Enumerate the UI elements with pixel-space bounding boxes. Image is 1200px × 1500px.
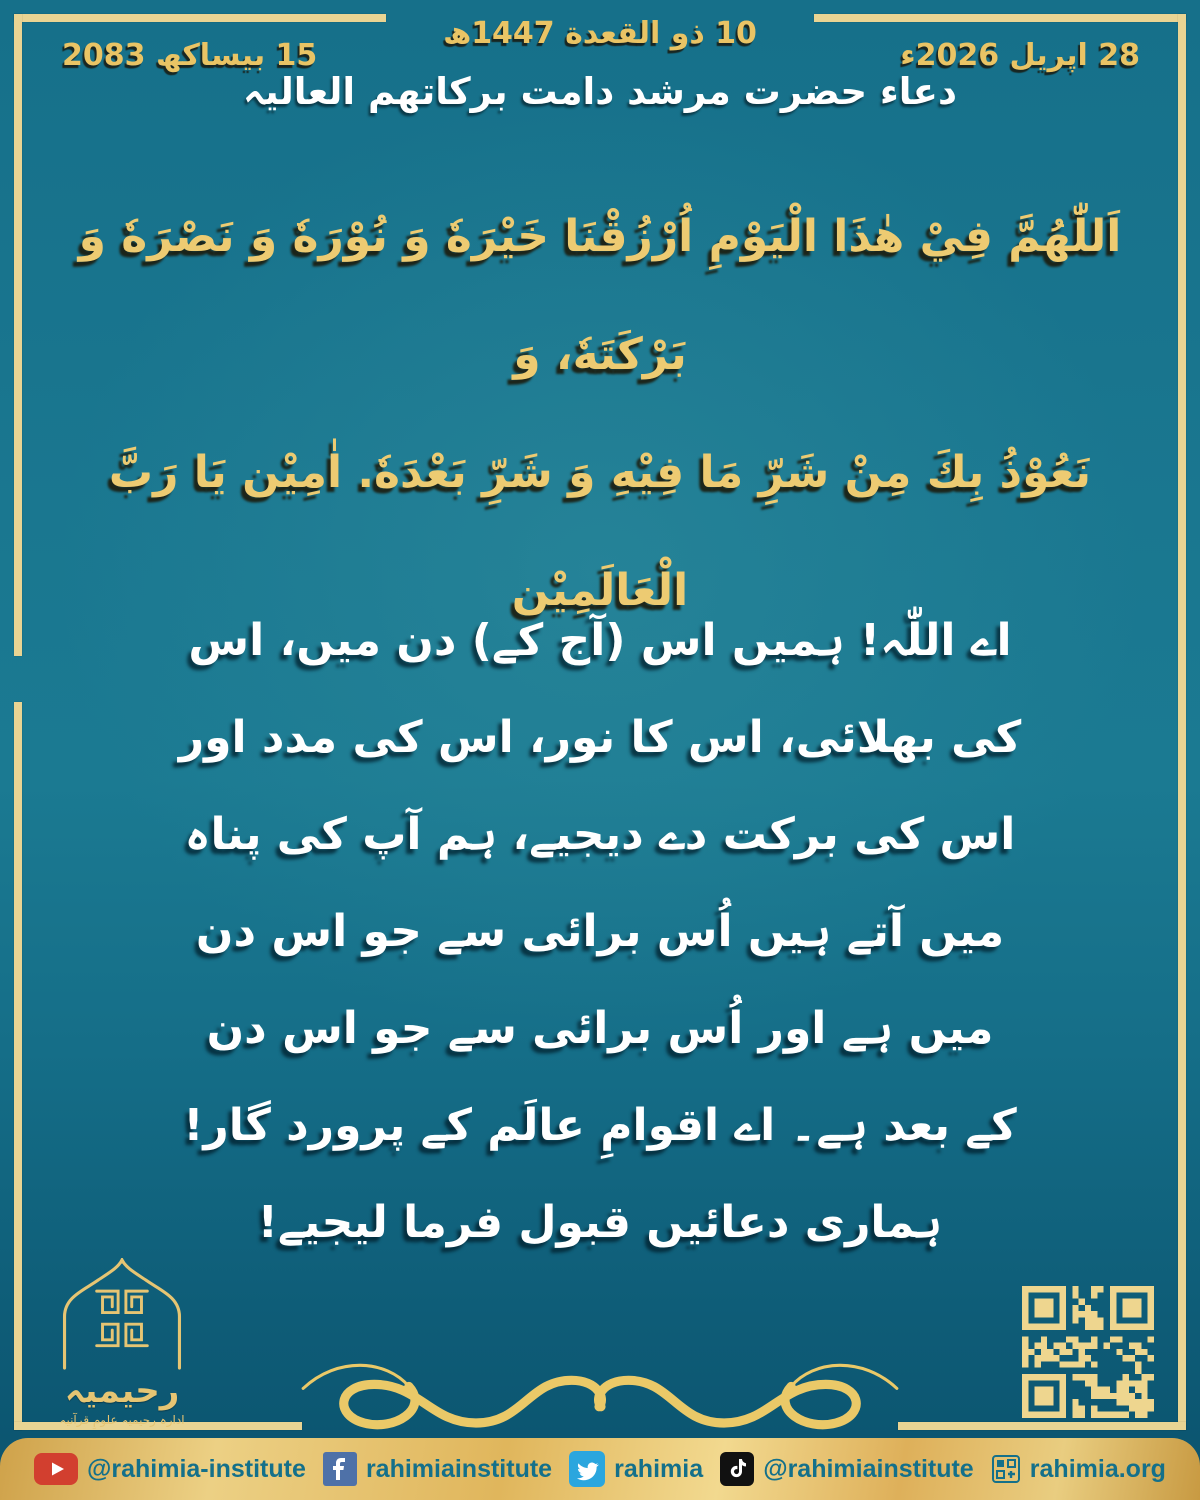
dua-arabic-line-1: اَللّٰهُمَّ فِيْ هٰذَا الْيَوْمِ اُرْزُقْنَا خَيْرَهٗ وَ نُوْرَهٗ وَ نَصْرَهٗ وَ بَرْكَتَهٗ، وَ: [78, 211, 1122, 380]
urdu-line: میں آتے ہیں اُس برائی سے جو اس دن: [195, 906, 1005, 957]
tiktok-handle: @rahimiainstitute: [720, 1452, 974, 1486]
twitter-handle: rahimia: [569, 1451, 703, 1487]
youtube-handle: @rahimia-institute: [34, 1453, 306, 1485]
facebook-handle: rahimiainstitute: [323, 1452, 552, 1486]
poster-title: دعاء حضرت مرشد دامت برکاتھم العالیہ: [243, 70, 957, 113]
frame-bottom-right-segment: [898, 1422, 1186, 1430]
frame-left-lower-segment: [14, 702, 22, 1430]
hijri-date: 10 ذو القعدة 1447ھ: [443, 16, 757, 51]
flourish-ornament-icon: [295, 1342, 905, 1442]
logo-arch-icon: [47, 1258, 197, 1370]
urdu-line: میں ہے اور اُس برائی سے جو اس دن: [206, 1003, 994, 1054]
website-link: rahimia.org: [991, 1454, 1166, 1484]
urdu-line: اس کی برکت دے دیجیے، ہم آپ کی پناہ: [184, 809, 1016, 860]
urdu-line: کے بعد ہے۔ اے اقوامِ عالَم کے پرورد گار!: [183, 1100, 1017, 1151]
qr-code-icon: [1022, 1286, 1154, 1418]
dua-arabic: [70, 178, 1130, 650]
qr-scan-icon: [991, 1454, 1021, 1484]
frame-right-segment: [1178, 14, 1186, 1430]
logo-subtitle: ادارہ رحیمیہ علومِ قرآنیہ: [59, 1413, 185, 1427]
urdu-line: ہماری دعائیں قبول فرما لیجیے!: [257, 1197, 943, 1248]
rahimia-logo: [34, 1258, 210, 1427]
urdu-line: اے اللّٰہ! ہمیں اس (آج کے) دن میں، اس: [188, 615, 1012, 666]
bikrami-date: 15 بیساکھ 2083: [62, 38, 318, 73]
dua-arabic-line-2: نَعُوْذُ بِكَ مِنْ شَرِّ مَا فِيْهِ وَ شَرِّ بَعْدَهٗ. اٰمِيْن يَا رَبَّ الْعَالَمِيْن: [108, 447, 1092, 616]
gregorian-date: 28 اپریل 2026ء: [900, 38, 1140, 73]
urdu-line: کی بھلائی، اس کا نور، اس کی مدد اور: [178, 712, 1022, 763]
facebook-icon: [323, 1452, 357, 1486]
urdu-translation: [110, 592, 1090, 1271]
tiktok-icon: [720, 1452, 754, 1486]
youtube-icon: [34, 1453, 78, 1485]
logo-name: رحیمیہ: [64, 1371, 180, 1411]
twitter-icon: [569, 1451, 605, 1487]
footer-bar: [0, 1438, 1200, 1500]
